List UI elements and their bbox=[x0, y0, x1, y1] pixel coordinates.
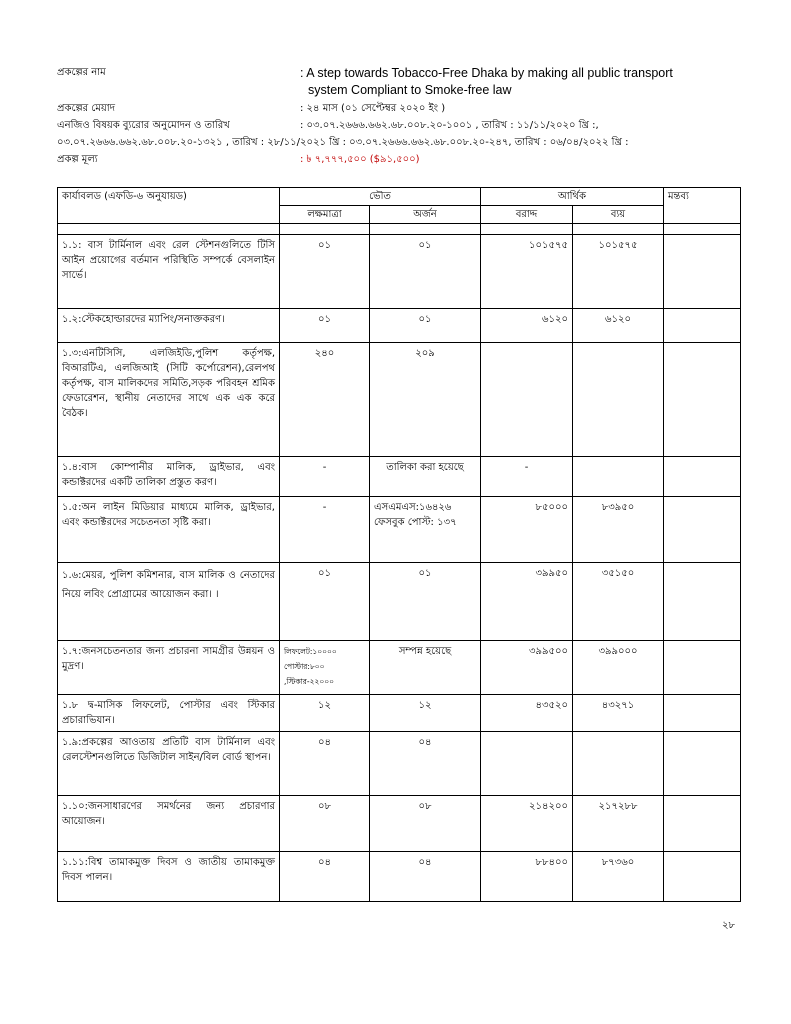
expense-cell: ৩৫১৫০ bbox=[573, 563, 664, 641]
activity-cell: ১.১১:বিশ্ব তামাকমুক্ত দিবস ও জাতীয় তামাকমুক্ত দিবস পালন। bbox=[58, 852, 280, 902]
project-cost-row bbox=[57, 153, 420, 166]
activity-progress-table bbox=[57, 187, 741, 902]
target-cell: ০১ bbox=[280, 309, 370, 343]
activity-cell: ১.১: বাস টার্মিনাল এবং রেল স্টেশনগুলিতে টিসি আইন প্রয়োগের বর্তমান পরিস্থিতি সম্পর্কে বেসলাইন সার্ভে। bbox=[58, 235, 280, 309]
table-row bbox=[58, 235, 741, 309]
expense-cell: ৩৯৯০০০ bbox=[573, 641, 664, 695]
project-duration-row bbox=[57, 102, 446, 115]
activity-cell: ১.৭:জনসচেতনতার জন্য প্রচারনা সামগ্রীর উন্নয়ন ও মুদ্রণ। bbox=[58, 641, 280, 695]
expense-cell bbox=[573, 457, 664, 497]
project-duration-value: : ২৪ মাস (০১ সেপ্টেম্বর ২০২০ ইং ) bbox=[300, 103, 446, 114]
allocation-cell: ৪৩৫২০ bbox=[481, 695, 573, 732]
activity-cell: ১.৯:প্রকল্পের আওতায় প্রতিটি বাস টার্মিনাল এবং রেলস্টেশনগুলিতে ডিজিটাল সাইন/বিল বোর্ড স্থাপন। bbox=[58, 732, 280, 796]
table-row bbox=[58, 457, 741, 497]
achievement-cell: ১২ bbox=[370, 695, 481, 732]
ngo-approval-row bbox=[57, 119, 599, 132]
header-financial: আর্থিক bbox=[481, 188, 664, 206]
project-cost-value: : ৳ ৭,৭৭৭,৫০০ ($৯১,৫০০) bbox=[300, 154, 420, 165]
header-expense: ব্যয় bbox=[573, 206, 664, 224]
achievement-cell: তালিকা করা হয়েছে bbox=[370, 457, 481, 497]
page-number: ২৮ bbox=[722, 920, 735, 931]
remarks-cell bbox=[664, 695, 741, 732]
activity-cell: ১.৩:এনটিসিসি, এলজিইডি,পুলিশ কর্তৃপক্ষ, বিআরটিএ, এলজিআই (সিটি কর্পোরেশন),রেলপথ কর্তৃপক্ষ, বাস মালিকদের সমিতি,সড়ক পরিবহন শ্রমিক ফেডারেশন, স্থানীয় নেতাদের সাথে এক এক করে বৈঠক। bbox=[58, 343, 280, 457]
activity-cell: ১.৮ দ্ব-মাসিক লিফলেট, পোস্টার এবং স্টিকার প্রচারাভিযান। bbox=[58, 695, 280, 732]
header-achievement: অর্জন bbox=[370, 206, 481, 224]
achievement-cell: ০১ bbox=[370, 563, 481, 641]
target-cell: ০১ bbox=[280, 235, 370, 309]
allocation-cell: ৮৫০০০ bbox=[481, 497, 573, 563]
header-physical: ভৌত bbox=[280, 188, 481, 206]
project-name-value-line2: system Compliant to Smoke-free law bbox=[308, 83, 512, 97]
spacer-row bbox=[58, 224, 741, 235]
activity-cell: ১.১০:জনসাধারণের সমর্থনের জন্য প্রচারণার আয়োজন। bbox=[58, 796, 280, 852]
allocation-cell: - bbox=[481, 457, 573, 497]
table-row bbox=[58, 309, 741, 343]
allocation-cell: ৩৯৯৫০০ bbox=[481, 641, 573, 695]
achievement-cell: ২০৯ bbox=[370, 343, 481, 457]
remarks-cell bbox=[664, 563, 741, 641]
allocation-cell: ৮৮৪০০ bbox=[481, 852, 573, 902]
expense-cell: ৪৩২৭১ bbox=[573, 695, 664, 732]
table-row bbox=[58, 563, 741, 641]
remarks-cell bbox=[664, 497, 741, 563]
remarks-cell bbox=[664, 309, 741, 343]
remarks-cell bbox=[664, 852, 741, 902]
allocation-cell: ৬১২০ bbox=[481, 309, 573, 343]
table-row bbox=[58, 343, 741, 457]
table-row bbox=[58, 796, 741, 852]
achievement-cell: ০১ bbox=[370, 235, 481, 309]
activity-cell: ১.৪:বাস কোম্পানীর মালিক, ড্রাইভার, এবং কন্ডাক্টরদের একটি তালিকা প্রস্তুত করণ। bbox=[58, 457, 280, 497]
remarks-cell bbox=[664, 641, 741, 695]
remarks-cell bbox=[664, 235, 741, 309]
expense-cell bbox=[573, 343, 664, 457]
target-cell: - bbox=[280, 497, 370, 563]
table-row bbox=[58, 497, 741, 563]
allocation-cell bbox=[481, 732, 573, 796]
achievement-cell: সম্পন্ন হয়েছে bbox=[370, 641, 481, 695]
remarks-cell bbox=[664, 796, 741, 852]
project-cost-label: প্রকল্প মূল্য bbox=[57, 154, 98, 165]
target-cell: ০৮ bbox=[280, 796, 370, 852]
activity-cell: ১.৫:অন লাইন মিডিয়ার মাধ্যমে মালিক, ড্রাইভার, এবং কন্ডাক্টরদের সচেতনতা সৃষ্টি করা। bbox=[58, 497, 280, 563]
allocation-cell bbox=[481, 343, 573, 457]
expense-cell: ১০১৫৭৫ bbox=[573, 235, 664, 309]
project-name-value: : A step towards Tobacco-Free Dhaka by making all public transport bbox=[300, 66, 673, 80]
target-cell: ০৪ bbox=[280, 732, 370, 796]
table-row bbox=[58, 732, 741, 796]
achievement-cell: এসএমএস:১৬৪২৬ ফেসবুক পোস্ট: ১৩৭ bbox=[370, 497, 481, 563]
project-name-row bbox=[57, 66, 747, 79]
target-cell: ০১ bbox=[280, 563, 370, 641]
achievement-cell: ০৪ bbox=[370, 852, 481, 902]
activity-cell: ১.২:স্টেকহোল্ডারদের ম্যাপিং/সনাক্তকরণ। bbox=[58, 309, 280, 343]
header-allocation: বরাদ্দ bbox=[481, 206, 573, 224]
activity-cell: ১.৬:মেয়র, পুলিশ কমিশনার, বাস মালিক ও নেতাদের নিয়ে লবিং প্রোগ্রামের আয়োজন করা। । bbox=[58, 563, 280, 641]
allocation-cell: ২১৪২০০ bbox=[481, 796, 573, 852]
project-duration-label: প্রকল্পের মেয়াদ bbox=[57, 103, 115, 114]
expense-cell: ৬১২০ bbox=[573, 309, 664, 343]
target-cell: ১২ bbox=[280, 695, 370, 732]
project-name-label: প্রকল্পের নাম bbox=[57, 67, 106, 78]
table-row bbox=[58, 641, 741, 695]
remarks-cell bbox=[664, 343, 741, 457]
ngo-approval-line2: ০৩.০৭.২৬৬৬.৬৬২.৬৮.০০৮.২০-১৩২১ , তারিখ : ২৮/১১/২০২১ খ্রি : ০৩.০৭.২৬৬৬.৬৬২.৬৮.০০৮.২০-২৪৭, তারিখ : ০৬/০৪/২০২২ খ্রি : bbox=[57, 137, 629, 148]
achievement-cell: ০১ bbox=[370, 309, 481, 343]
expense-cell: ২১৭২৮৮ bbox=[573, 796, 664, 852]
table-row bbox=[58, 695, 741, 732]
achievement-cell: ০৮ bbox=[370, 796, 481, 852]
target-cell: লিফলেট:১০০০০ পোস্টার:৮০০ ,স্টিকার-২২০০০ bbox=[280, 641, 370, 695]
expense-cell bbox=[573, 732, 664, 796]
header-target: লক্ষমাত্রা bbox=[280, 206, 370, 224]
allocation-cell: ৩৯৯৫০ bbox=[481, 563, 573, 641]
target-cell: - bbox=[280, 457, 370, 497]
achievement-cell: ০৪ bbox=[370, 732, 481, 796]
target-cell: ২৪০ bbox=[280, 343, 370, 457]
remarks-cell bbox=[664, 732, 741, 796]
header-activity: কার্যাবলড (এফডি-৬ অনুযায়ড) bbox=[58, 188, 280, 224]
header-remarks: মন্তব্য bbox=[664, 188, 741, 224]
allocation-cell: ১০১৫৭৫ bbox=[481, 235, 573, 309]
remarks-cell bbox=[664, 457, 741, 497]
expense-cell: ৮৩৯৫০ bbox=[573, 497, 664, 563]
target-cell: ০৪ bbox=[280, 852, 370, 902]
expense-cell: ৮৭৩৬০ bbox=[573, 852, 664, 902]
table-row bbox=[58, 852, 741, 902]
ngo-approval-label: এনজিও বিষয়ক ব্যুরোর অনুমোদন ও তারিখ bbox=[57, 120, 230, 131]
ngo-approval-value: : ০৩.০৭.২৬৬৬.৬৬২.৬৮.০০৮.২০-১০০১ , তারিখ : ১১/১১/২০২০ খ্রি :, bbox=[300, 120, 599, 131]
